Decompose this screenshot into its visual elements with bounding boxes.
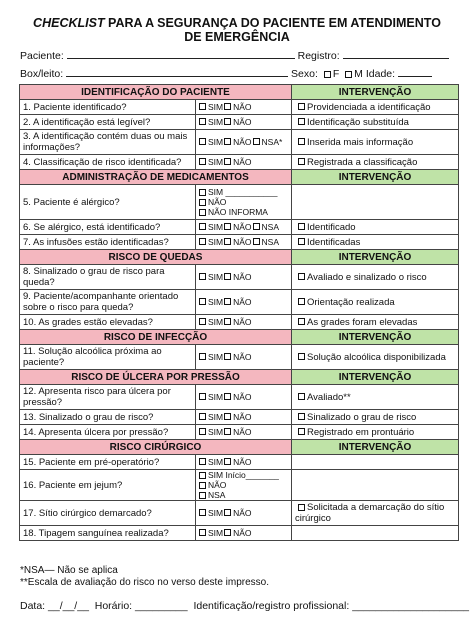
footnote-escala: **Escala de avaliação do risco no verso deste impresso. bbox=[20, 577, 270, 588]
question-cell: 9. Paciente/acompanhante orientado sobre o risco para queda? bbox=[20, 290, 196, 315]
intervention-checkbox[interactable] bbox=[298, 353, 305, 360]
sexo-label: Sexo: bbox=[291, 68, 318, 80]
intervention-checkbox[interactable] bbox=[298, 223, 305, 230]
option-label: SIM bbox=[208, 296, 224, 307]
intervention-cell bbox=[292, 265, 459, 290]
intervention-header: INTERVENÇÃO bbox=[292, 85, 459, 100]
question-cell: 10. As grades estão elevadas? bbox=[20, 315, 196, 330]
intervention-checkbox[interactable] bbox=[298, 238, 305, 245]
option[interactable] bbox=[224, 102, 251, 112]
option-label: SIM Início_______ bbox=[208, 470, 279, 480]
intervention-option[interactable] bbox=[295, 317, 417, 328]
section-header-row bbox=[20, 85, 459, 100]
idade-field[interactable] bbox=[398, 66, 432, 77]
checklist-row bbox=[20, 425, 459, 440]
intervention-option[interactable] bbox=[295, 102, 431, 113]
option[interactable] bbox=[199, 157, 223, 167]
option-label: NÃO bbox=[233, 456, 252, 467]
intervention-option[interactable] bbox=[295, 137, 413, 148]
intervention-cell bbox=[292, 235, 459, 250]
option-checkbox[interactable] bbox=[224, 273, 231, 280]
options-cell bbox=[196, 385, 292, 410]
option-checkbox[interactable] bbox=[199, 223, 206, 230]
intervention-option[interactable] bbox=[295, 272, 427, 283]
checklist-row bbox=[20, 385, 459, 410]
section-title: ADMINISTRAÇÃO DE MEDICAMENTOS bbox=[20, 170, 292, 185]
intervention-checkbox[interactable] bbox=[298, 103, 305, 110]
intervention-cell bbox=[292, 385, 459, 410]
intervention-header: INTERVENÇÃO bbox=[292, 440, 459, 455]
option[interactable] bbox=[199, 427, 223, 437]
option-checkbox[interactable] bbox=[199, 118, 206, 125]
box-label: Box/leito: bbox=[20, 68, 64, 80]
option-label: NÃO bbox=[233, 101, 252, 112]
option-label: SIM bbox=[208, 456, 224, 467]
option-label: NÃO bbox=[233, 351, 252, 362]
paciente-label: Paciente: bbox=[20, 50, 64, 62]
option-checkbox[interactable] bbox=[224, 298, 231, 305]
intervention-cell bbox=[292, 425, 459, 440]
option[interactable] bbox=[199, 187, 288, 197]
option[interactable] bbox=[199, 317, 223, 327]
option-label: SIM bbox=[208, 316, 224, 327]
intervention-option[interactable] bbox=[295, 427, 414, 438]
question-cell: 3. A identificação contém duas ou mais informações? bbox=[20, 130, 196, 155]
option[interactable] bbox=[199, 222, 223, 232]
question-cell: 11. Solução alcoólica próxima ao paciente? bbox=[20, 345, 196, 370]
options-cell bbox=[196, 425, 292, 440]
intervention-header: INTERVENÇÃO bbox=[292, 370, 459, 385]
options-cell bbox=[196, 185, 292, 220]
option-checkbox[interactable] bbox=[199, 158, 206, 165]
option-label: SIM ___________ bbox=[208, 187, 278, 197]
options-cell bbox=[196, 235, 292, 250]
signature-line bbox=[20, 600, 469, 612]
checklist-row bbox=[20, 130, 459, 155]
options-cell bbox=[196, 501, 292, 526]
option-checkbox[interactable] bbox=[199, 492, 206, 499]
section-title: RISCO DE INFECÇÃO bbox=[20, 330, 292, 345]
option[interactable] bbox=[199, 412, 223, 422]
question-cell: 12. Apresenta risco para úlcera por pressão? bbox=[20, 385, 196, 410]
options-cell bbox=[196, 265, 292, 290]
option-checkbox[interactable] bbox=[199, 298, 206, 305]
section-header-row bbox=[20, 370, 459, 385]
question-cell: 16. Paciente em jejum? bbox=[20, 470, 196, 501]
option-label: NÃO bbox=[208, 480, 227, 490]
section-title: RISCO DE QUEDAS bbox=[20, 250, 292, 265]
checklist-row bbox=[20, 410, 459, 425]
option-checkbox[interactable] bbox=[224, 238, 231, 245]
option[interactable] bbox=[199, 490, 288, 500]
data-label: Data: bbox=[20, 600, 46, 612]
option[interactable] bbox=[224, 317, 251, 327]
option-checkbox[interactable] bbox=[199, 199, 206, 206]
option-checkbox[interactable] bbox=[199, 273, 206, 280]
intervention-option[interactable] bbox=[295, 222, 356, 233]
options-cell bbox=[196, 345, 292, 370]
option-checkbox[interactable] bbox=[199, 413, 206, 420]
option-checkbox[interactable] bbox=[224, 428, 231, 435]
option[interactable] bbox=[224, 457, 251, 467]
option[interactable] bbox=[199, 508, 223, 518]
option-label: NÃO bbox=[233, 271, 252, 282]
option[interactable] bbox=[199, 137, 223, 147]
option-label: SIM bbox=[208, 156, 224, 167]
option[interactable] bbox=[224, 272, 251, 282]
checklist-row bbox=[20, 265, 459, 290]
option-label: NÃO bbox=[233, 411, 252, 422]
intervention-label: Avaliado e sinalizado o risco bbox=[307, 271, 427, 283]
option[interactable] bbox=[224, 392, 251, 402]
question-cell: 4. Classificação de risco identificada? bbox=[20, 155, 196, 170]
option-label: SIM bbox=[208, 391, 224, 402]
option-checkbox[interactable] bbox=[199, 318, 206, 325]
intervention-label: Sinalizado o grau de risco bbox=[307, 411, 417, 423]
intervention-option[interactable] bbox=[295, 117, 409, 128]
options-cell bbox=[196, 220, 292, 235]
options-cell bbox=[196, 115, 292, 130]
option-checkbox[interactable] bbox=[199, 529, 206, 536]
question-cell: 15. Paciente em pré-operatório? bbox=[20, 455, 196, 470]
options-cell bbox=[196, 155, 292, 170]
option-label: NÃO bbox=[233, 136, 252, 147]
ident-label: Identificação/registro profissional: bbox=[193, 600, 350, 612]
intervention-cell bbox=[292, 290, 459, 315]
intervention-cell bbox=[292, 410, 459, 425]
option[interactable] bbox=[224, 352, 251, 362]
question-cell: 17. Sítio cirúrgico demarcado? bbox=[20, 501, 196, 526]
intervention-cell bbox=[292, 185, 459, 220]
checklist-row bbox=[20, 501, 459, 526]
option[interactable] bbox=[253, 237, 279, 247]
option[interactable] bbox=[224, 412, 251, 422]
option-checkbox[interactable] bbox=[199, 393, 206, 400]
question-cell: 1. Paciente identificado? bbox=[20, 100, 196, 115]
option-label: SIM bbox=[208, 116, 224, 127]
intervention-checkbox[interactable] bbox=[298, 138, 305, 145]
header-line-2 bbox=[20, 66, 432, 81]
intervention-cell bbox=[292, 130, 459, 155]
option[interactable] bbox=[224, 157, 251, 167]
section-header-row bbox=[20, 440, 459, 455]
option[interactable] bbox=[199, 392, 223, 402]
options-cell bbox=[196, 470, 292, 501]
option-checkbox[interactable] bbox=[199, 138, 206, 145]
option[interactable] bbox=[224, 222, 251, 232]
intervention-checkbox[interactable] bbox=[298, 393, 305, 400]
option[interactable] bbox=[199, 117, 223, 127]
option[interactable] bbox=[199, 352, 223, 362]
options-cell bbox=[196, 130, 292, 155]
option-checkbox[interactable] bbox=[224, 158, 231, 165]
option-label: SIM bbox=[208, 426, 224, 437]
intervention-label: Solicitada a demarcação do sítio cirúrgico bbox=[295, 502, 445, 524]
intervention-header: INTERVENÇÃO bbox=[292, 250, 459, 265]
options-cell bbox=[196, 290, 292, 315]
option-label: SIM bbox=[208, 236, 224, 247]
option[interactable] bbox=[224, 427, 251, 437]
options-cell bbox=[196, 410, 292, 425]
checklist-row bbox=[20, 115, 459, 130]
section-title: IDENTIFICAÇÃO DO PACIENTE bbox=[20, 85, 292, 100]
footnote-nsa: *NSA— Não se aplica bbox=[20, 565, 118, 576]
option-checkbox[interactable] bbox=[224, 138, 231, 145]
title-line2: DE EMERGÊNCIA bbox=[184, 30, 290, 44]
intervention-cell bbox=[292, 470, 459, 501]
checklist-row bbox=[20, 345, 459, 370]
option-label: NÃO bbox=[208, 197, 227, 207]
intervention-cell bbox=[292, 526, 459, 541]
sexo-m-checkbox[interactable] bbox=[345, 71, 352, 78]
option-checkbox[interactable] bbox=[199, 458, 206, 465]
option[interactable] bbox=[199, 470, 288, 480]
intervention-header: INTERVENÇÃO bbox=[292, 170, 459, 185]
option-checkbox[interactable] bbox=[199, 238, 206, 245]
option-label: SIM bbox=[208, 101, 224, 112]
intervention-checkbox[interactable] bbox=[298, 158, 305, 165]
checklist-row bbox=[20, 155, 459, 170]
section-header-row bbox=[20, 250, 459, 265]
question-cell: 6. Se alérgico, está identificado? bbox=[20, 220, 196, 235]
option-label: SIM bbox=[208, 527, 224, 538]
intervention-label: Identificado bbox=[307, 221, 356, 233]
intervention-checkbox[interactable] bbox=[298, 413, 305, 420]
intervention-label: Providenciada a identificação bbox=[307, 101, 431, 113]
question-cell: 13. Sinalizado o grau de risco? bbox=[20, 410, 196, 425]
option[interactable] bbox=[224, 137, 251, 147]
option-label: NÃO bbox=[233, 296, 252, 307]
option-checkbox[interactable] bbox=[224, 353, 231, 360]
intervention-option[interactable] bbox=[295, 502, 444, 524]
option-label: SIM bbox=[208, 411, 224, 422]
ident-field[interactable]: ____________________ bbox=[352, 600, 469, 612]
option[interactable] bbox=[224, 508, 251, 518]
intervention-checkbox[interactable] bbox=[298, 318, 305, 325]
box-field[interactable] bbox=[66, 66, 288, 77]
option-checkbox[interactable] bbox=[224, 529, 231, 536]
intervention-checkbox[interactable] bbox=[298, 118, 305, 125]
option[interactable] bbox=[253, 222, 279, 232]
document-title bbox=[10, 16, 464, 44]
section-title: RISCO DE ÚLCERA POR PRESSÃO bbox=[20, 370, 292, 385]
option-label: NSA* bbox=[261, 136, 283, 147]
option[interactable] bbox=[199, 528, 223, 538]
option[interactable] bbox=[199, 272, 223, 282]
option-label: SIM bbox=[208, 351, 224, 362]
option-label: NSA bbox=[208, 490, 226, 500]
option-label: NSA bbox=[261, 221, 280, 232]
option-label: NÃO bbox=[233, 507, 252, 518]
option-checkbox[interactable] bbox=[224, 103, 231, 110]
option-checkbox[interactable] bbox=[224, 118, 231, 125]
intervention-cell bbox=[292, 155, 459, 170]
options-cell bbox=[196, 315, 292, 330]
option-checkbox[interactable] bbox=[224, 393, 231, 400]
checklist-row bbox=[20, 455, 459, 470]
question-cell: 5. Paciente é alérgico? bbox=[20, 185, 196, 220]
intervention-option[interactable] bbox=[295, 157, 417, 168]
intervention-checkbox[interactable] bbox=[298, 273, 305, 280]
intervention-cell bbox=[292, 315, 459, 330]
intervention-checkbox[interactable] bbox=[298, 504, 305, 511]
intervention-cell bbox=[292, 115, 459, 130]
options-cell bbox=[196, 100, 292, 115]
title-italic: CHECKLIST bbox=[33, 16, 105, 30]
intervention-cell bbox=[292, 220, 459, 235]
checklist-row bbox=[20, 235, 459, 250]
question-cell: 2. A identificação está legível? bbox=[20, 115, 196, 130]
option-label: NÃO bbox=[233, 236, 252, 247]
options-cell bbox=[196, 455, 292, 470]
intervention-label: Registrada a classificação bbox=[307, 156, 418, 168]
intervention-option[interactable] bbox=[295, 237, 360, 248]
option[interactable] bbox=[199, 237, 223, 247]
option[interactable] bbox=[199, 297, 223, 307]
registro-field[interactable] bbox=[343, 48, 449, 59]
data-field[interactable]: __/__/__ bbox=[48, 600, 89, 612]
option-label: SIM bbox=[208, 507, 224, 518]
registro-label: Registro: bbox=[297, 50, 340, 62]
option-checkbox[interactable] bbox=[199, 353, 206, 360]
option-checkbox[interactable] bbox=[199, 103, 206, 110]
option-label: NÃO bbox=[233, 156, 252, 167]
checklist-row bbox=[20, 185, 459, 220]
option-label: NÃO bbox=[233, 527, 252, 538]
question-cell: 7. As infusões estão identificadas? bbox=[20, 235, 196, 250]
horario-label: Horário: bbox=[94, 600, 133, 612]
option-checkbox[interactable] bbox=[199, 428, 206, 435]
option-checkbox[interactable] bbox=[224, 318, 231, 325]
sexo-f-label: F bbox=[332, 68, 340, 80]
intervention-label: Solução alcoólica disponibilizada bbox=[307, 351, 446, 363]
option-checkbox[interactable] bbox=[253, 138, 260, 145]
option[interactable] bbox=[253, 137, 283, 147]
intervention-label: As grades foram elevadas bbox=[307, 316, 418, 328]
sexo-m-label: M bbox=[354, 68, 363, 80]
paciente-field[interactable] bbox=[67, 48, 295, 59]
options-cell bbox=[196, 526, 292, 541]
intervention-header: INTERVENÇÃO bbox=[292, 330, 459, 345]
intervention-checkbox[interactable] bbox=[298, 298, 305, 305]
option-checkbox[interactable] bbox=[224, 413, 231, 420]
option-label: NSA bbox=[261, 236, 280, 247]
option-checkbox[interactable] bbox=[224, 458, 231, 465]
option[interactable] bbox=[224, 528, 251, 538]
intervention-option[interactable] bbox=[295, 352, 446, 363]
intervention-option[interactable] bbox=[295, 297, 395, 308]
idade-label: Idade: bbox=[365, 68, 396, 80]
intervention-label: Inserida mais informação bbox=[307, 136, 414, 148]
option-label: NÃO bbox=[233, 426, 252, 437]
intervention-cell bbox=[292, 345, 459, 370]
checklist-row bbox=[20, 220, 459, 235]
option-checkbox[interactable] bbox=[199, 509, 206, 516]
option[interactable] bbox=[199, 102, 223, 112]
option-checkbox[interactable] bbox=[224, 223, 231, 230]
intervention-cell bbox=[292, 455, 459, 470]
option[interactable] bbox=[199, 480, 288, 490]
checklist-table bbox=[19, 84, 459, 541]
checklist-row bbox=[20, 290, 459, 315]
header-line-1 bbox=[20, 48, 449, 63]
question-cell: 18. Tipagem sanguínea realizada? bbox=[20, 526, 196, 541]
option-checkbox[interactable] bbox=[253, 238, 260, 245]
intervention-label: Avaliado** bbox=[307, 391, 351, 403]
option-checkbox[interactable] bbox=[199, 189, 206, 196]
checklist-row bbox=[20, 470, 459, 501]
option-label: NÃO bbox=[233, 391, 252, 402]
checklist-row bbox=[20, 315, 459, 330]
option[interactable] bbox=[199, 207, 288, 217]
option-checkbox[interactable] bbox=[253, 223, 260, 230]
section-title: RISCO CIRÚRGICO bbox=[20, 440, 292, 455]
option-checkbox[interactable] bbox=[199, 482, 206, 489]
option-label: NÃO bbox=[233, 316, 252, 327]
intervention-checkbox[interactable] bbox=[298, 428, 305, 435]
sexo-f-checkbox[interactable] bbox=[324, 71, 331, 78]
option-checkbox[interactable] bbox=[199, 209, 206, 216]
checklist-row bbox=[20, 526, 459, 541]
section-header-row bbox=[20, 330, 459, 345]
intervention-label: Orientação realizada bbox=[307, 296, 395, 308]
option-label: SIM bbox=[208, 271, 224, 282]
option-label: SIM bbox=[208, 136, 224, 147]
intervention-label: Identificadas bbox=[307, 236, 361, 248]
intervention-cell bbox=[292, 501, 459, 526]
option[interactable] bbox=[224, 297, 251, 307]
option-label: NÃO INFORMA bbox=[208, 207, 268, 217]
intervention-option[interactable] bbox=[295, 392, 351, 403]
option-checkbox[interactable] bbox=[199, 472, 206, 479]
option-label: NÃO bbox=[233, 116, 252, 127]
title-line1: PARA A SEGURANÇA DO PACIENTE EM ATENDIMENTO bbox=[104, 16, 441, 30]
question-cell: 8. Sinalizado o grau de risco para queda? bbox=[20, 265, 196, 290]
checklist-row bbox=[20, 100, 459, 115]
option-label: NÃO bbox=[233, 221, 252, 232]
option-label: SIM bbox=[208, 221, 224, 232]
intervention-cell bbox=[292, 100, 459, 115]
option[interactable] bbox=[199, 197, 288, 207]
intervention-label: Identificação substituída bbox=[307, 116, 409, 128]
option[interactable] bbox=[224, 117, 251, 127]
option[interactable] bbox=[199, 457, 223, 467]
intervention-option[interactable] bbox=[295, 412, 416, 423]
option-checkbox[interactable] bbox=[224, 509, 231, 516]
option[interactable] bbox=[224, 237, 251, 247]
horario-field[interactable]: _________ bbox=[135, 600, 188, 612]
section-header-row bbox=[20, 170, 459, 185]
intervention-label: Registrado em prontuário bbox=[307, 426, 415, 438]
question-cell: 14. Apresenta úlcera por pressão? bbox=[20, 425, 196, 440]
